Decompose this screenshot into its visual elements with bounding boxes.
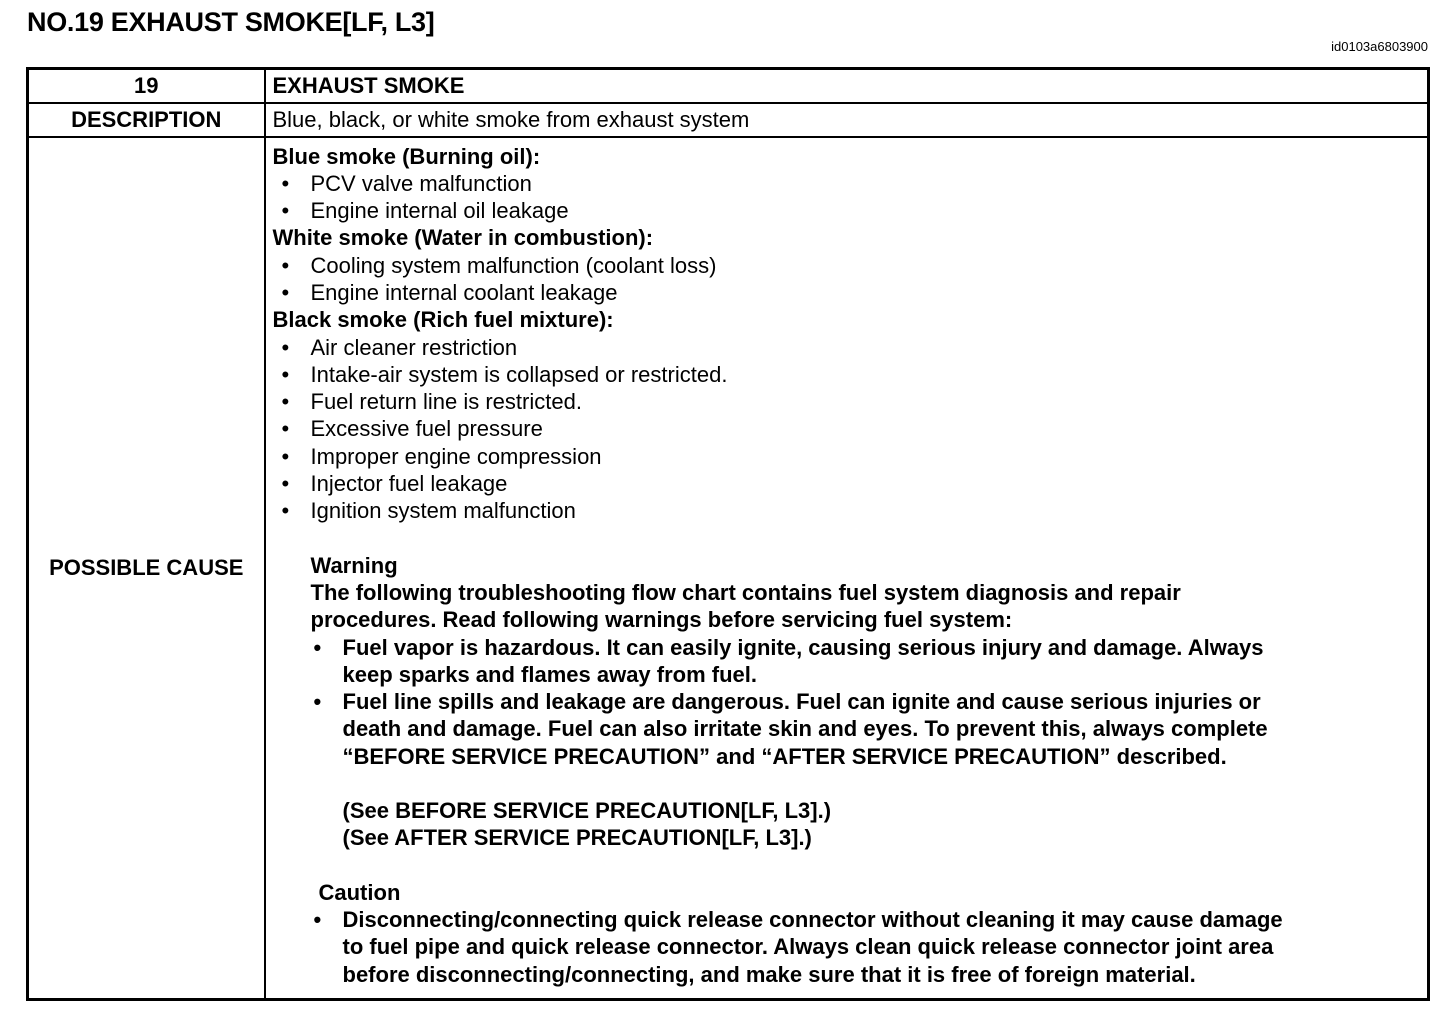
group-heading-black-smoke: Black smoke (Rich fuel mixture): [272,307,614,333]
description-value: Blue, black, or white smoke from exhaust system [265,103,1429,137]
cause-item: • Fuel return line is restricted. [273,388,1428,415]
possible-cause-label: POSSIBLE CAUSE [28,137,265,1000]
warning-bullet-line: “BEFORE SERVICE PRECAUTION” and “AFTER SERVICE PRECAUTION” described. [342,743,1227,769]
page-title: NO.19 EXHAUST SMOKE[LF, L3] [27,7,435,37]
symptom-title: EXHAUST SMOKE [265,69,1429,103]
cause-item: • Improper engine compression [273,443,1428,470]
number-label: 19 [28,69,265,103]
warning-heading: Warning [310,552,398,578]
caution-heading: Caution [318,879,401,905]
see-after-service-link[interactable]: (See AFTER SERVICE PRECAUTION[LF, L3].) [342,825,812,851]
cause-item: • Cooling system malfunction (coolant loss) [273,252,1428,279]
warning-intro-line: procedures. Read following warnings before servicing fuel system: [310,607,1013,633]
see-before-service-link[interactable]: (See BEFORE SERVICE PRECAUTION[LF, L3].) [342,798,832,824]
possible-cause-row [28,137,1429,1000]
group-heading-blue-smoke: Blue smoke (Burning oil): [272,143,541,169]
description-label: DESCRIPTION [28,103,265,137]
cause-item: • Engine internal coolant leakage [273,279,1428,306]
description-row [28,103,1429,137]
caution-bullet-line: before disconnecting/connecting, and make sure that it is free of foreign material. [342,961,1196,987]
caution-bullet-line: to fuel pipe and quick release connector. Always clean quick release connector joint area [342,934,1274,960]
caution-bullet [273,906,1428,988]
cause-item: • Engine internal oil leakage [273,197,1428,224]
warning-bullet-line: keep sparks and flames away from fuel. [342,661,758,687]
caution-block [273,879,1428,988]
warning-bullet-line: • Fuel line spills and leakage are dangerous. Fuel can ignite and cause serious injuries or [342,689,1261,715]
cause-item: • Intake-air system is collapsed or restricted. [273,361,1428,388]
possible-cause-content [265,137,1429,1000]
cause-item: • PCV valve malfunction [273,170,1428,197]
document-id: id0103a6803900 [1331,39,1428,54]
group-heading-white-smoke: White smoke (Water in combustion): [272,225,654,251]
warning-intro-line: The following troubleshooting flow chart contains fuel system diagnosis and repair [310,579,1181,605]
cause-item: • Injector fuel leakage [273,470,1428,497]
cause-item: • Ignition system malfunction [273,497,1428,524]
troubleshooting-table [26,67,1430,1001]
warning-bullet-line: death and damage. Fuel can also irritate skin and eyes. To prevent this, always complete [342,716,1268,742]
warning-block [273,552,1428,852]
warning-bullet [273,634,1428,689]
warning-bullet [273,688,1428,770]
caution-bullet-line: • Disconnecting/connecting quick release connector without cleaning it may cause damage [342,906,1283,932]
number-row [28,69,1429,103]
warning-bullet-line: • Fuel vapor is hazardous. It can easily ignite, causing serious injury and damage. Always [342,634,1264,660]
cause-item: • Excessive fuel pressure [273,415,1428,442]
cause-item: • Air cleaner restriction [273,334,1428,361]
